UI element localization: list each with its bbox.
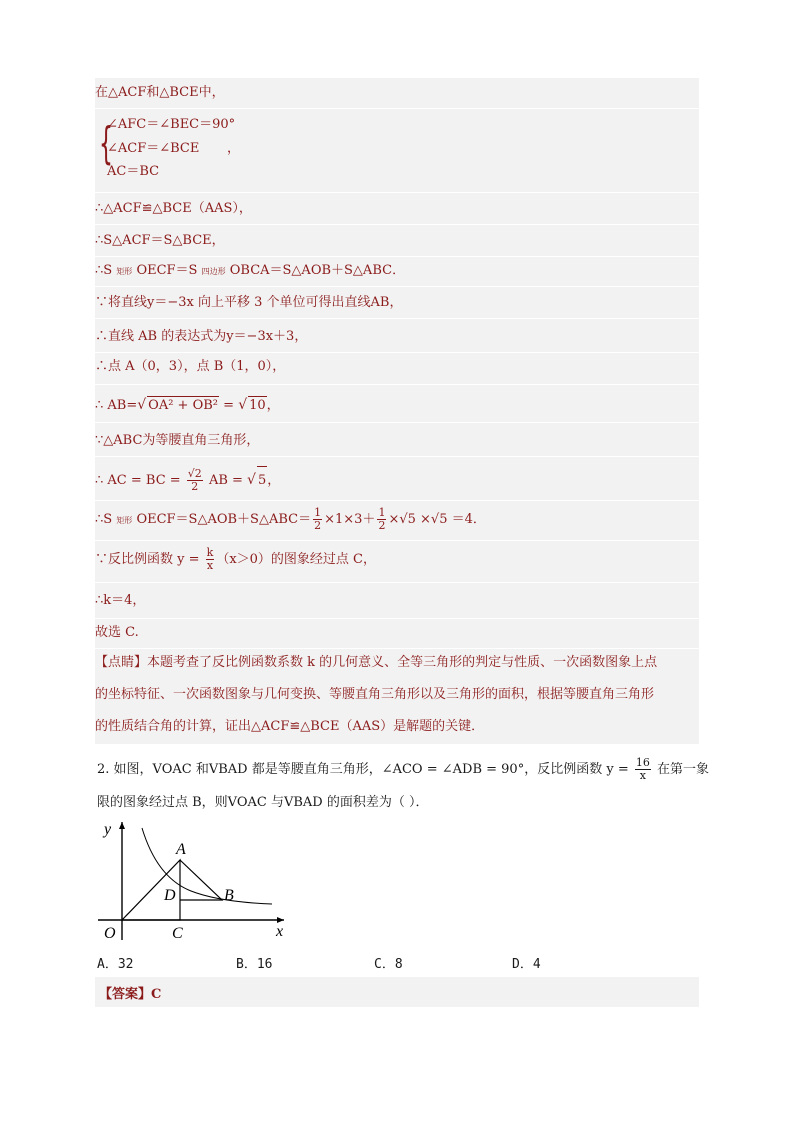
- solution-line: ∴点 A（0，3），点 B（1，0），: [95, 359, 286, 374]
- key-point-line: 【点睛】本题考查了反比例函数系数 k 的几何意义、全等三角形的判定与性质、一次函数图象上点: [95, 655, 658, 670]
- solution-line: ∴ AC = BC = $\frac{√2}{2}$ AB = √ 5，: [95, 467, 281, 493]
- option-b[interactable]: B．16: [236, 957, 273, 972]
- solution-line: ∴S△ACF＝S△BCE，: [95, 233, 225, 248]
- answer-block: [95, 977, 699, 1007]
- brace-icon: {: [99, 118, 113, 169]
- solution-line: ∴ AB=√ OA² + OB² = √ 10，: [95, 397, 280, 413]
- point-label-B: B: [224, 887, 234, 904]
- point-label-A: A: [176, 841, 186, 858]
- answer-text: 【答案】C: [99, 987, 162, 1002]
- solution-line: ∴△ACF≌△BCE（AAS），: [95, 201, 252, 216]
- key-point-line: 的坐标特征、一次函数图象与几何变换、等腰直角三角形以及三角形的面积，根据等腰直角三角形: [95, 687, 655, 702]
- point-label-C: C: [172, 925, 183, 942]
- solution-line: 在△ACF和△BCE中，: [95, 85, 225, 100]
- geometry-figure: [96, 816, 296, 946]
- equation-system: { ∠AFC＝∠BEC＝90° ∠ACF＝∠BCE AC＝BC ，: [95, 114, 395, 186]
- axis-label-x: x: [276, 923, 284, 940]
- point-label-D: D: [164, 887, 176, 904]
- solution-line: ∵将直线y＝−3x 向上平移 3 个单位可得出直线AB，: [95, 295, 403, 310]
- axis-label-y: y: [104, 821, 112, 838]
- solution-line: ∵反比例函数 y = $\frac{k}{x}$ （x＞0）的图象经过点 C，: [95, 546, 376, 572]
- solution-block: [95, 78, 699, 744]
- option-a[interactable]: A．32: [97, 957, 134, 972]
- question-line-1: 2. 如图，VOAC 和VBAD 都是等腰直角三角形，∠ACO = ∠ADB = 90°，反比例函数 y = $\frac{16}{x}$ 在第一象: [97, 756, 709, 782]
- option-c[interactable]: C．8: [374, 957, 403, 972]
- solution-line: ∵△ABC为等腰直角三角形，: [95, 433, 260, 448]
- solution-line: ∴S 矩形 OECF＝S△AOB＋S△ABC＝ $\frac{1}{2}$ ×1×3＋ $\frac{1}{2}$ ×√5 ×√5 ＝4．: [95, 506, 486, 532]
- solution-line: 故选 C.: [95, 625, 139, 640]
- point-label-O: O: [104, 925, 116, 942]
- solution-line: ∴直线 AB 的表达式为y＝−3x＋3，: [95, 329, 308, 344]
- question-line-2: 限的图象经过点 B，则VOAC 与VBAD 的面积差为（ ）．: [97, 795, 429, 810]
- key-point-line: 的性质结合角的计算，证出△ACF≌△BCE（AAS）是解题的关键．: [95, 719, 485, 734]
- solution-line: ∴S 矩形 OECF＝S 四边形 OBCA＝S△AOB＋S△ABC．: [95, 263, 406, 278]
- option-d[interactable]: D．4: [512, 957, 541, 972]
- solution-line: ∴k＝4，: [95, 593, 146, 608]
